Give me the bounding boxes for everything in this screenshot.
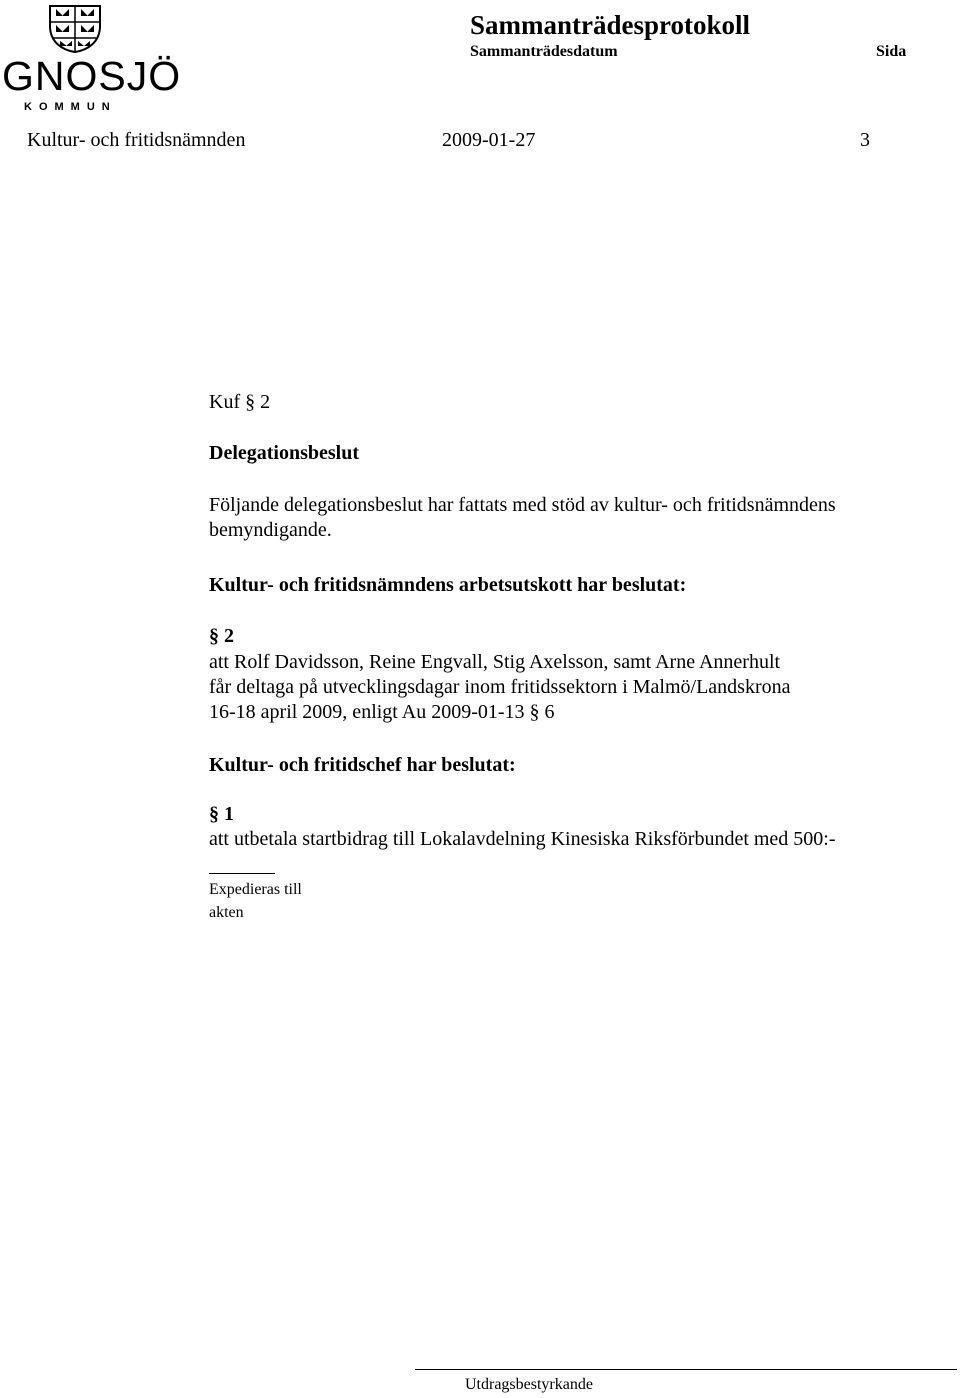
section-heading: Kultur- och fritidsnämndens arbetsutskott har beslutat: bbox=[209, 574, 687, 596]
section-paragraph-ref: § 2 bbox=[209, 625, 234, 647]
decision-line: 16-18 april 2009, enligt Au 2009-01-13 § 6 bbox=[209, 701, 555, 723]
document-title: Sammanträdesprotokoll bbox=[470, 10, 751, 40]
intro-line: bemyndigande. bbox=[209, 519, 332, 541]
intro-line: Följande delegationsbeslut har fattats med stöd av kultur- och fritidsnämndens bbox=[209, 494, 836, 516]
page-label: Sida bbox=[876, 43, 907, 60]
logo-subtitle: KOMMUN bbox=[24, 101, 117, 113]
item-reference: Kuf § 2 bbox=[209, 391, 271, 413]
footer-rule bbox=[415, 1369, 957, 1370]
margin-note-rule bbox=[209, 873, 275, 874]
distribution-line: Expedieras till bbox=[209, 881, 302, 898]
page-number: 3 bbox=[860, 129, 870, 151]
meeting-date: 2009-01-27 bbox=[442, 129, 536, 151]
section-text bbox=[209, 827, 836, 852]
section-heading: Kultur- och fritidschef har beslutat: bbox=[209, 754, 516, 776]
decision-line: att Rolf Davidsson, Reine Engvall, Stig Axelsson, samt Arne Annerhult bbox=[209, 651, 781, 673]
decision-line: får deltaga på utvecklingsdagar inom fritidssektorn i Malmö/Landskrona bbox=[209, 676, 791, 698]
intro-text bbox=[209, 493, 836, 543]
section-text bbox=[209, 650, 791, 725]
item-title: Delegationsbeslut bbox=[209, 442, 359, 464]
section-paragraph-ref: § 1 bbox=[209, 803, 234, 825]
committee-name: Kultur- och fritidsnämnden bbox=[27, 129, 246, 151]
logo-wordmark: GNOSJÖ bbox=[2, 53, 182, 99]
distribution-note bbox=[209, 878, 302, 924]
date-label: Sammanträdesdatum bbox=[470, 43, 618, 60]
distribution-line: akten bbox=[209, 904, 244, 921]
municipality-logo bbox=[0, 0, 182, 118]
decision-line: att utbetala startbidrag till Lokalavdelning Kinesiska Riksförbundet med 500:- bbox=[209, 828, 836, 850]
coat-of-arms-icon bbox=[48, 4, 102, 54]
certification-label: Utdragsbestyrkande bbox=[465, 1376, 593, 1393]
